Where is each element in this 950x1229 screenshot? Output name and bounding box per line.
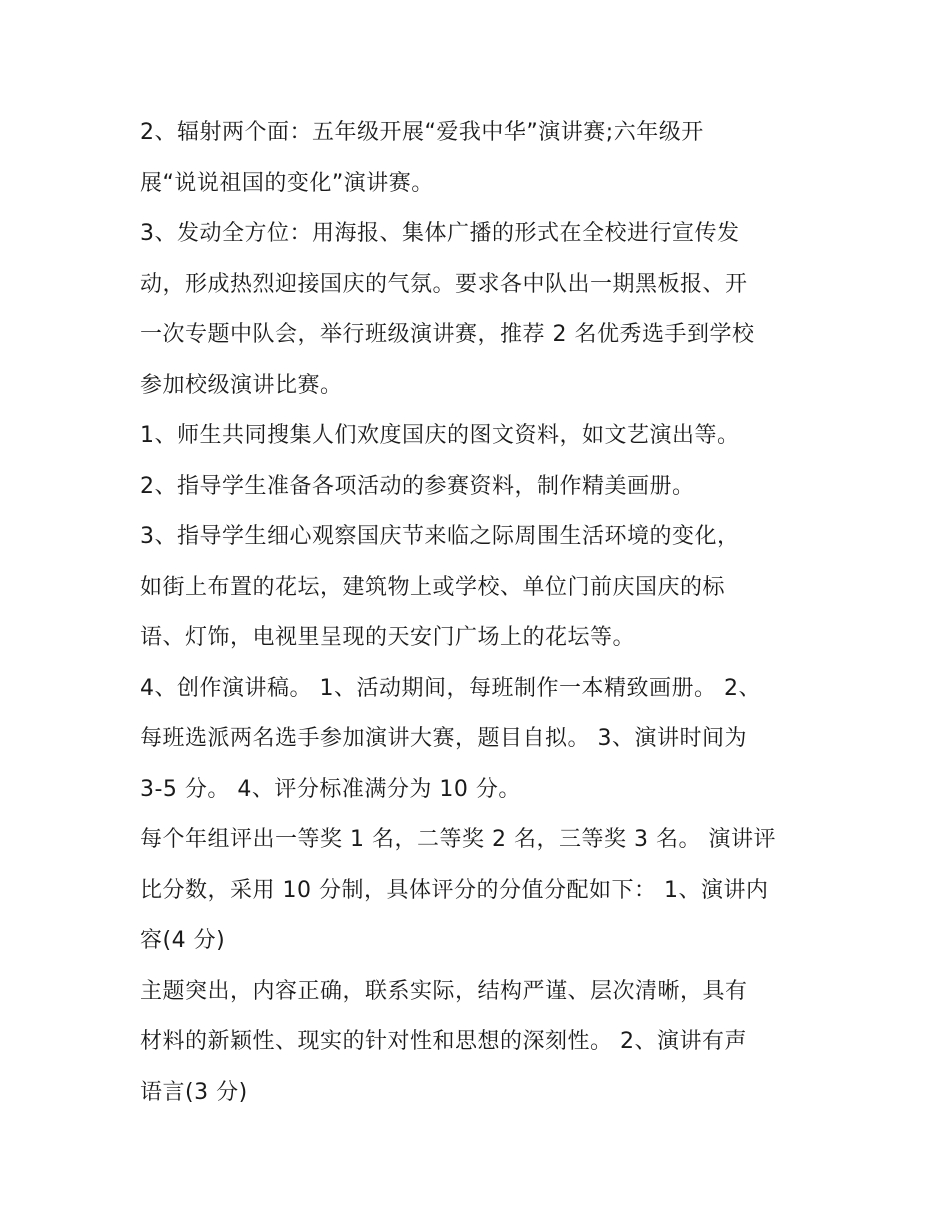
- paragraph-content-criteria: [140, 967, 830, 1119]
- text-line: 如街上布置的花坛，建筑物上或学校、单位门前庆国庆的标: [140, 574, 726, 600]
- text-line: 1、师生共同搜集人们欢度国庆的图文资料，如文艺演出等。: [140, 423, 740, 448]
- text-line: 语、灯饰，电视里呈现的天安门广场上的花坛等。: [140, 625, 636, 650]
- paragraph-guide-preparation: [140, 462, 830, 513]
- text-line: 主题突出，内容正确，联系实际，结构严谨、层次清晰，具有: [140, 978, 748, 1004]
- text-line: 2、辐射两个面：五年级开展“爱我中华”演讲赛;六年级开: [140, 120, 704, 145]
- text-line: 比分数，采用 10 分制，具体评分的分值分配如下： 1、演讲内: [140, 877, 769, 903]
- text-line: 语言(3 分): [140, 1079, 248, 1105]
- paragraph-speech-writing: [140, 664, 830, 816]
- text-line: 动，形成热烈迎接国庆的气氛。要求各中队出一期黑板报、开: [140, 271, 748, 297]
- paragraph-awards: [140, 815, 830, 967]
- text-line: 一次专题中队会，举行班级演讲赛，推荐 2 名优秀选手到学校: [140, 322, 755, 347]
- text-line: 容(4 分): [140, 928, 226, 953]
- text-line: 每班选派两名选手参加演讲大赛，题目自拟。 3、演讲时间为: [140, 726, 747, 751]
- text-line: 3-5 分。 4、评分标准满分为 10 分。: [140, 776, 521, 802]
- text-line: 展“说说祖国的变化”演讲赛。: [140, 170, 434, 196]
- paragraph-mobilization: [140, 209, 830, 411]
- text-line: 每个年组评出一等奖 1 名，二等奖 2 名，三等奖 3 名。 演讲评: [140, 827, 776, 852]
- paragraph-collect-materials: [140, 411, 830, 462]
- text-line: 材料的新颖性、现实的针对性和思想的深刻性。 2、演讲有声: [140, 1029, 747, 1054]
- text-line: 3、指导学生细心观察国庆节来临之际周围生活环境的变化，: [140, 524, 740, 549]
- text-line: 3、发动全方位：用海报、集体广播的形式在全校进行宣传发: [140, 221, 740, 246]
- document-body: [140, 108, 830, 1118]
- paragraph-radiation: [140, 108, 830, 209]
- text-line: 4、创作演讲稿。 1、活动期间，每班制作一本精致画册。 2、: [140, 675, 761, 701]
- text-line: 2、指导学生准备各项活动的参赛资料，制作精美画册。: [140, 473, 695, 499]
- paragraph-observe-changes: [140, 512, 830, 664]
- text-line: 参加校级演讲比赛。: [140, 372, 343, 398]
